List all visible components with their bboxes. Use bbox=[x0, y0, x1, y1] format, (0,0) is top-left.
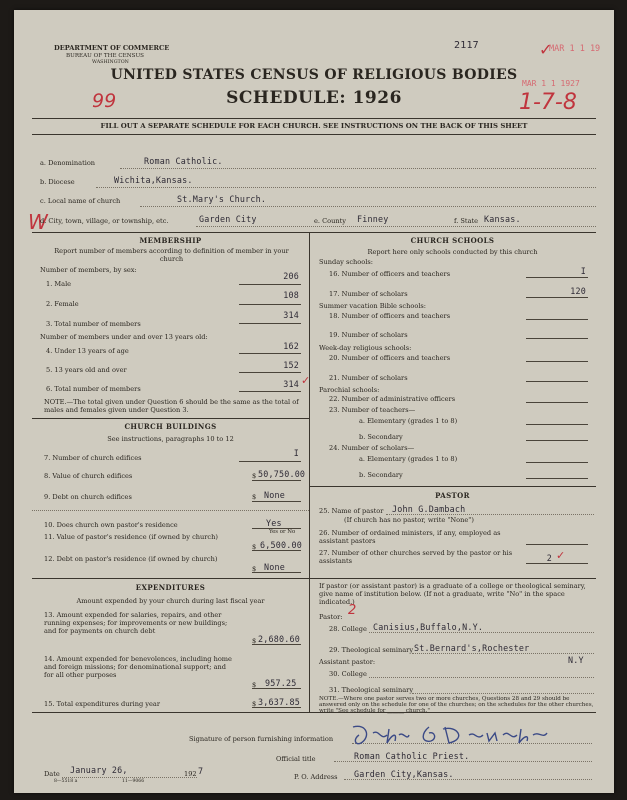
signature-label: Signature of person furnishing information bbox=[189, 735, 334, 743]
city-value: Garden City bbox=[199, 214, 257, 224]
under-13-label: 4. Under 13 years of age bbox=[46, 347, 129, 355]
pastor-name-hint: (If church has no pastor, write "None") bbox=[344, 516, 474, 524]
schools-intro: Report here only schools conducted by this church bbox=[367, 248, 538, 256]
parochial-scholars-label: 24. Number of scholars— bbox=[329, 444, 415, 452]
dollar-sign: $ bbox=[252, 681, 257, 689]
check-mark-icon: ✓ bbox=[301, 374, 311, 387]
sunday-scholars-label: 17. Number of scholars bbox=[329, 290, 408, 298]
assistant-pastor-subheading: Assistant pastor: bbox=[319, 658, 376, 666]
bureau-city: WASHINGTON bbox=[92, 60, 129, 65]
denomination-value: Roman Catholic. bbox=[144, 156, 223, 166]
red-annotation-w: W bbox=[28, 210, 48, 234]
dollar-sign: $ bbox=[252, 493, 257, 501]
dollar-sign: $ bbox=[252, 637, 257, 645]
residence-debt-value: None bbox=[264, 562, 285, 572]
scholars-elementary-label: a. Elementary (grades 1 to 8) bbox=[359, 455, 458, 463]
teachers-secondary-label: b. Secondary bbox=[359, 433, 403, 441]
state-value: Kansas. bbox=[484, 214, 521, 224]
church-name-value: St.Mary's Church. bbox=[177, 194, 267, 204]
address-value: Garden City,Kansas. bbox=[354, 769, 454, 779]
scholars-secondary-label: b. Secondary bbox=[359, 471, 403, 479]
red-annotation-right: 1-7-8 bbox=[519, 90, 577, 115]
schools-title: CHURCH SCHOOLS bbox=[410, 236, 495, 245]
diocese-label: b. Diocese bbox=[40, 178, 75, 186]
male-value: 206 bbox=[283, 271, 299, 281]
schedule-title: SCHEDULE: 1926 bbox=[226, 88, 402, 108]
census-schedule-sheet bbox=[14, 10, 614, 793]
received-stamp-2: MAR 1 1 1927 bbox=[522, 79, 580, 88]
year-value: 7 bbox=[198, 766, 204, 776]
total-members-label: 3. Total number of members bbox=[46, 320, 141, 328]
male-label: 1. Male bbox=[46, 280, 72, 288]
summer-teachers-label: 18. Number of officers and teachers bbox=[329, 312, 451, 320]
buildings-title: CHURCH BUILDINGS bbox=[124, 422, 217, 431]
church-name-label: c. Local name of church bbox=[40, 197, 121, 205]
pastor-title: PASTOR bbox=[435, 491, 470, 500]
residence-debt-label: 12. Debt on pastor's residence (if owned by church) bbox=[44, 555, 218, 563]
denomination-label: a. Denomination bbox=[40, 159, 96, 167]
weekday-scholars-label: 21. Number of scholars bbox=[329, 374, 408, 382]
seminary-value: St.Bernard's,Rochester bbox=[414, 643, 530, 653]
total-members-value: 314 bbox=[283, 310, 299, 320]
total-by-age-label: 6. Total number of members bbox=[46, 385, 141, 393]
received-stamp-1: MAR 1 1 19 bbox=[549, 44, 601, 54]
female-label: 2. Female bbox=[46, 300, 79, 308]
summer-schools-heading: Summer vacation Bible schools: bbox=[319, 302, 427, 310]
expenditures-title: EXPENDITURES bbox=[135, 583, 206, 592]
over-13-label: 5. 13 years old and over bbox=[46, 366, 127, 374]
edifice-debt-value: None bbox=[264, 490, 285, 500]
red-annotation-left: 99 bbox=[92, 90, 117, 112]
benevolences-label: 14. Amount expended for benevolences, including home and foreign missions; for denominational support; and for all other purposes bbox=[44, 655, 232, 679]
edifices-value: I bbox=[293, 448, 299, 458]
county-value: Finney bbox=[357, 214, 389, 224]
members-by-sex-heading: Number of members, by sex: bbox=[40, 266, 137, 274]
dept-name: DEPARTMENT OF COMMERCE bbox=[54, 44, 170, 52]
edifice-value-amount: 50,750.00 bbox=[258, 469, 306, 479]
summer-scholars-label: 19. Number of scholars bbox=[329, 331, 408, 339]
pastor-signature bbox=[349, 721, 569, 747]
parochial-schools-heading: Parochial schools: bbox=[319, 386, 380, 394]
seminary-label: 29. Theological seminary bbox=[329, 646, 414, 654]
address-label: P. O. Address bbox=[294, 773, 338, 781]
residence-value-label: 11. Value of pastor's residence (if owned by church) bbox=[44, 533, 218, 541]
over-13-value: 152 bbox=[283, 360, 299, 370]
sunday-scholars-value: 120 bbox=[570, 286, 586, 296]
bureau-name: BUREAU OF THE CENSUS bbox=[66, 53, 145, 59]
residence-value-amount: 6,500.00 bbox=[260, 540, 302, 550]
parochial-teachers-label: 23. Number of teachers— bbox=[329, 406, 416, 414]
instruction-line: FILL OUT A SEPARATE SCHEDULE FOR EACH CHURCH. SEE INSTRUCTIONS ON THE BACK OF THIS SHEET bbox=[100, 122, 528, 130]
membership-intro: Report number of members according to definition of member in your church bbox=[54, 247, 289, 263]
pastor-note: NOTE.—Where one pastor serves two or more churches, Questions 28 and 29 should be answered only on the schedule for one of the churches; on the schedules for the other churches, write "See schedule for ______ church." bbox=[319, 696, 594, 715]
date-value: January 26, bbox=[70, 765, 128, 775]
members-by-age-heading: Number of members under and over 13 years old: bbox=[40, 333, 208, 341]
pastor-name-label: 25. Name of pastor bbox=[319, 507, 384, 515]
owns-residence-label: 10. Does church own pastor's residence bbox=[44, 521, 178, 529]
graduate-note: If pastor (or assistant pastor) is a graduate of a college or theological seminary, give name of institution below. (If not a graduate, write "No" in the space indicated.) bbox=[319, 582, 586, 606]
female-value: 108 bbox=[283, 290, 299, 300]
red-annotation-pastor: 2 bbox=[348, 603, 357, 618]
sunday-teachers-label: 16. Number of officers and teachers bbox=[329, 270, 451, 278]
benevolences-value: 957.25 bbox=[265, 678, 297, 688]
assistant-seminary-label: 31. Theological seminary bbox=[329, 686, 414, 694]
county-label: e. County bbox=[314, 217, 346, 225]
seminary-value-state: N.Y bbox=[568, 655, 584, 665]
total-expenditures-value: 3,637.85 bbox=[258, 697, 300, 707]
sunday-teachers-value: I bbox=[580, 266, 586, 276]
edifices-label: 7. Number of church edifices bbox=[44, 454, 142, 462]
dollar-sign: $ bbox=[252, 543, 257, 551]
state-label: f. State bbox=[454, 217, 479, 225]
dollar-sign: $ bbox=[252, 565, 257, 573]
diocese-value: Wichita,Kansas. bbox=[114, 175, 193, 185]
college-label: 28. College bbox=[329, 625, 367, 633]
assistant-ministers-label: 26. Number of ordained ministers, if any, employed as assistant pastors bbox=[319, 529, 501, 545]
running-expenses-label: 13. Amount expended for salaries, repairs, and other running expenses; for improvements or new buildings; and for payments on church debt bbox=[44, 611, 228, 635]
weekday-schools-heading: Week-day religious schools: bbox=[319, 344, 412, 352]
college-value: Canisius,Buffalo,N.Y. bbox=[373, 622, 484, 632]
dollar-sign: $ bbox=[252, 472, 257, 480]
assistant-college-label: 30. College bbox=[329, 670, 367, 678]
pastor-subheading: Pastor: bbox=[319, 613, 343, 621]
dollar-sign: $ bbox=[252, 700, 257, 708]
yes-no-hint: Yes or No bbox=[269, 529, 296, 535]
running-expenses-value: 2,680.60 bbox=[258, 634, 300, 644]
expenditures-intro: Amount expended by your church during last fiscal year bbox=[76, 597, 265, 605]
membership-title: MEMBERSHIP bbox=[139, 236, 202, 245]
check-mark-icon: ✓ bbox=[556, 549, 566, 562]
form-title: UNITED STATES CENSUS OF RELIGIOUS BODIES bbox=[110, 67, 518, 83]
schedule-number: 2117 bbox=[454, 40, 479, 51]
parochial-officers-label: 22. Number of administrative officers bbox=[329, 395, 456, 403]
sunday-schools-heading: Sunday schools: bbox=[319, 258, 373, 266]
check-mark-icon: ✓ bbox=[539, 40, 553, 59]
other-churches-value: 2 bbox=[546, 553, 552, 563]
edifice-value-label: 8. Value of church edifices bbox=[44, 472, 133, 480]
form-number: 8—5518 a bbox=[54, 779, 78, 784]
weekday-teachers-label: 20. Number of officers and teachers bbox=[329, 354, 451, 362]
official-title-value: Roman Catholic Priest. bbox=[354, 751, 470, 761]
city-label: d. City, town, village, or township, etc. bbox=[40, 217, 169, 225]
membership-note: NOTE.—The total given under Question 6 should be the same as the total of males and females given under Question 3. bbox=[44, 398, 299, 414]
pastor-name-value: John G.Dambach bbox=[392, 504, 466, 514]
teachers-elementary-label: a. Elementary (grades 1 to 8) bbox=[359, 417, 458, 425]
year-prefix: 192 bbox=[184, 770, 197, 778]
edifice-debt-label: 9. Debt on church edifices bbox=[44, 493, 132, 501]
owns-residence-value: Yes bbox=[266, 518, 282, 528]
date-label: Date bbox=[44, 770, 60, 778]
other-churches-label: 27. Number of other churches served by the pastor or his assistants bbox=[319, 549, 513, 565]
official-title-label: Official title bbox=[276, 755, 316, 763]
buildings-subtitle: See instructions, paragraphs 10 to 12 bbox=[107, 435, 234, 443]
total-by-age-value: 314 bbox=[283, 379, 299, 389]
under-13-value: 162 bbox=[283, 341, 299, 351]
total-expenditures-label: 15. Total expenditures during year bbox=[44, 700, 160, 708]
form-number-2: 11—9066 bbox=[122, 779, 145, 784]
